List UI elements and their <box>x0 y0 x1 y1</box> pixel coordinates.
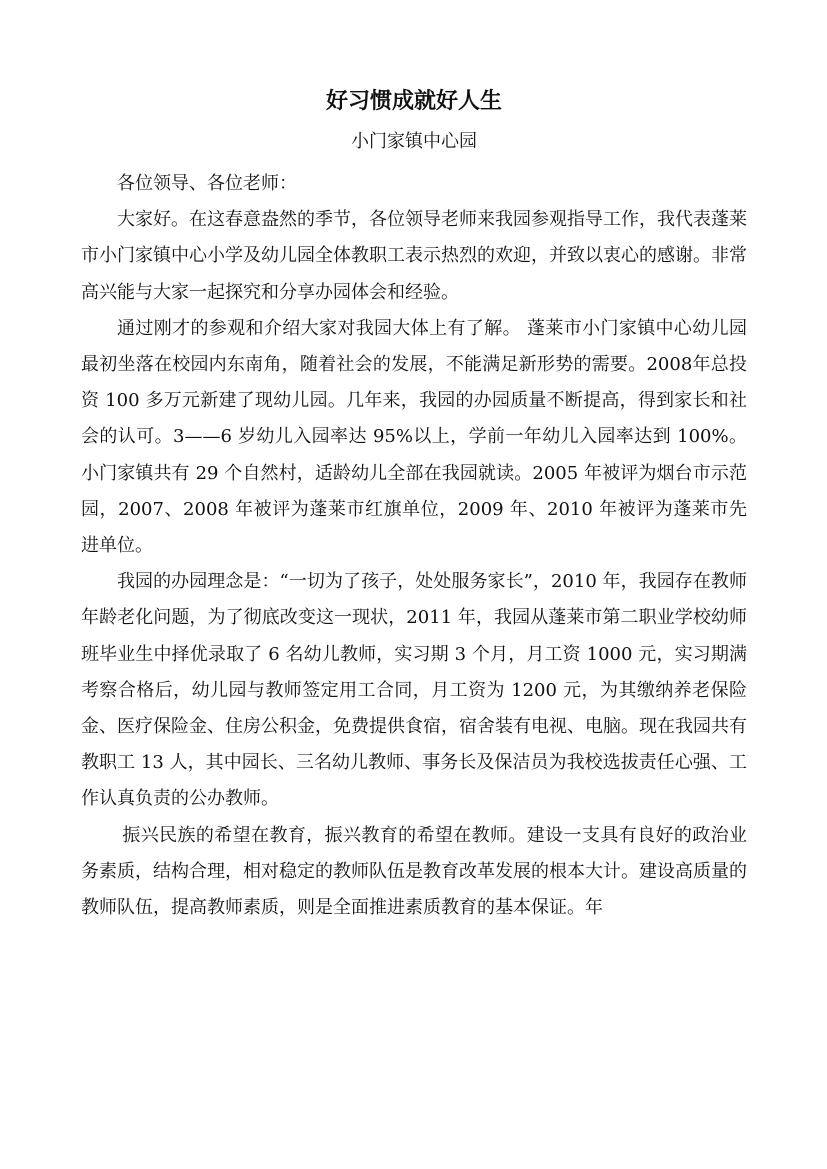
document-title: 好习惯成就好人生 <box>325 88 502 114</box>
paragraph-teachers: 振兴民族的希望在教育，振兴教育的希望在教师。建设一支具有良好的政治业务素质，结构合理，相对稳定的教师队伍是教育改革发展的根本大计。建设高质量的教师队伍，提高教师素质，则是全面推进素质教育的基本保证。年 <box>81 824 747 919</box>
document-body <box>81 84 747 926</box>
paragraph-philosophy: 我园的办园理念是：“一切为了孩子，处处服务家长”，2010 年，我园存在教师年龄老化问题，为了彻底改变这一现状，2011 年，我园从蓬莱市第二职业学校幼师班毕业生中择优录取了 6 名幼儿教师，实习期 3 个月，月工资 1000 元，实习期满考察合格后，幼儿园与教师签定用工合同，月工资为 1200 元，为其缴纳养老保险金、医疗保险金、住房公积金，免费提供食宿，宿舍装有电视、电脑。现在我园共有教职工 13 人，其中园长、三名幼儿教师、事务长及保洁员为我校选拔责任心强、工作认真负责的公办教师。 <box>81 571 747 810</box>
paragraph-history: 通过刚才的参观和介绍大家对我园大体上有了解。 蓬莱市小门家镇中心幼儿园最初坐落在校园内东南角，随着社会的发展，不能满足新形势的需要。2008年总投资 100 多万元新建了现幼儿园。几年来，我园的办园质量不断提高，得到家长和社会的认可。3——6 岁幼儿入园率达 95%以上，学前一年幼儿入园率达到 100%。小门家镇共有 29 个自然村，适龄幼儿全部在我园就读。2005 年被评为烟台市示范园，2007、2008 年被评为蓬莱市红旗单位，2009 年、2010 年被评为蓬莱市先进单位。 <box>81 317 747 557</box>
greeting: 各位领导、各位老师： <box>117 173 297 194</box>
document-subtitle: 小门家镇中心园 <box>351 131 477 152</box>
paragraph-welcome: 大家好。在这春意盎然的季节，各位领导老师来我园参观指导工作，我代表蓬莱市小门家镇中心小学及幼儿园全体教职工表示热烈的欢迎，并致以衷心的感谢。非常高兴能与大家一起探究和分享办园体会和经验。 <box>81 209 747 303</box>
